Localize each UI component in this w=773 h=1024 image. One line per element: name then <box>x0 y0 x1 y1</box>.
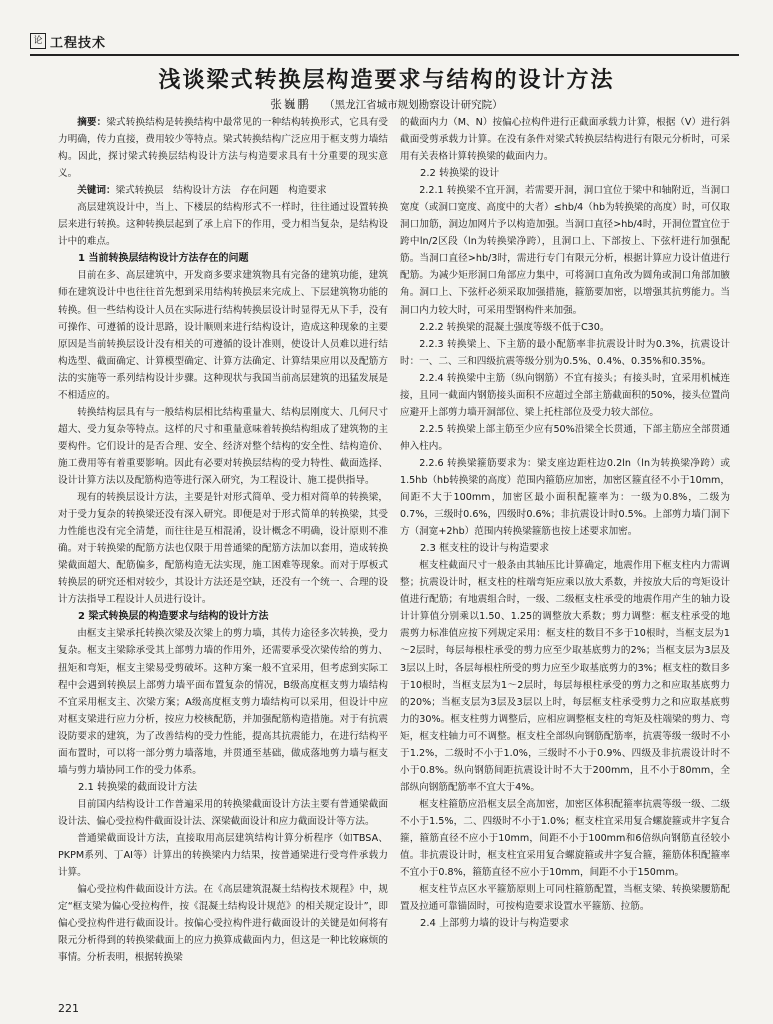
keywords <box>58 182 388 199</box>
section-name: 工程技术 <box>50 35 107 51</box>
section-heading: 1 当前转换层结构设计方法存在的问题 <box>78 253 249 265</box>
section-heading: 2 梁式转换层的构造要求与结构的设计方法 <box>78 611 269 623</box>
body-paragraph: 2.2.5 转换梁上部主筋至少应有50%沿梁全长贯通，下部主筋应全部贯通伸入柱内。 <box>400 423 730 452</box>
body-paragraph: 框支柱箍筋应沿框支层全高加密，加密区体积配箍率抗震等级一级、二级不小于1.5%，二、四级时不小于1.0%；框支柱宜采用复合螺旋箍或井字复合箍，箍筋直径不应小于10mm，间距不小于100mm和6倍纵向钢筋直径较小值。非抗震设计时，框支柱宜采用复合螺旋箍或井字复合箍，箍筋体积配箍率不宜小于0.8%，箍筋直径不应小于10mm，间距不小于150mm。 <box>400 798 730 879</box>
body-paragraph: 目前国内结构设计工作普遍采用的转换梁截面设计方法主要有普通梁截面设计法、偏心受拉构件截面设计法、深梁截面设计和应力截面设计等方法。 <box>58 798 388 827</box>
body-paragraph: 由框支主梁承托转换次梁及次梁上的剪力墙，其传力途径多次转换，受力复杂。框支主梁除承受其上部剪力墙的作用外，还需要承受次梁传给的剪力、扭矩和弯矩，框支主梁易受剪破坏。这种方案一般不宜采用，但考虑到实际工程中会遇到转换层上部剪力墙平面布置复杂的情况，B级高度框支剪力墙结构不宜采用框支主、次梁方案；A级高度框支剪力墙结构可以采用，但设计中应对框支梁进行应力分析，按应力校核配筋，并加强配筋构造措施。对于有抗震设防要求的建筑，为了改善结构的受力性能，提高其抗震能力，在进行结构平面布置时，可以将一部分剪力墙落地，并贯通至基础，做成落地剪力墙与框支墙与剪力墙协同工作的受力体系。 <box>58 628 388 776</box>
body-paragraph: 2.2.1 转换梁不宜开洞，若需要开洞，洞口宜位于梁中和轴附近，当洞口宽度（或洞口宽度、高度中的大者）≤hb/4（hb为转换梁的高度）时，可仅取洞口加筋，洞边加网片予以构造加强。当洞口直径>hb/4时，开洞位置宜位于跨中ln/2区段（ln为转换梁净跨），且洞口上、下部按上、下弦杆进行加强配筋。当洞口直径>hb/3时，需进行专门有限元分析，根据计算应力设计值进行配筋。为减少矩形洞口角部应力集中，可将洞口直角改为圆角或洞口角部加腋角。洞口上、下弦杆必须采取加强措施，箍筋要加密，以增强其抗剪能力。当洞口内力较大时，可采用型钢构件来加强。 <box>400 185 730 316</box>
body-paragraph: 2.2.2 转换梁的混凝土强度等级不低于C30。 <box>419 321 610 333</box>
body-paragraph: 框支柱节点区水平箍筋原则上可同柱箍筋配置，当框支梁、转换梁腰筋配置及拉通可靠锚固时，可按构造要求设置水平箍筋、拉筋。 <box>400 884 730 913</box>
body-paragraph: 2.2.4 转换梁中主筋（纵向钢筋）不宜有接头；有接头时，宜采用机械连接，且同一截面内钢筋接头面积不应超过全部主筋截面积的50%，接头位置尚应避开上部剪力墙开洞部位、梁上托柱部位及受力较大部位。 <box>400 372 730 418</box>
left-column <box>58 114 388 966</box>
body-paragraph: 现有的转换层设计方法，主要是针对形式简单、受力相对简单的转换梁，对于受力复杂的转换梁还没有深入研究。即便是对于形式简单的转换梁，其受力性能也没有完全清楚，而往往是互相混淆，设计概念不明确，设计原则不准确。对于转换梁的配筋方法也仅限于用普通梁的配筋方法加以套用，造成转换梁截面超大、配筋偏多，配筋构造无法实现，施工困难等现象。而对于厚板式转换层的研究还相对较少，其设计方法还是空缺，还没有一个统一、合理的设计方法指导工程设计人员进行设计。 <box>58 492 388 606</box>
subsection-heading: 2.4 上部剪力墙的设计与构造要求 <box>420 918 570 930</box>
author-affiliation: （黑龙江省城市规划勘察设计研究院） <box>324 99 503 111</box>
body-paragraph: 目前在多、高层建筑中，开发商多要求建筑物具有完备的建筑功能，建筑师在建筑设计中也往往首先想到采用结构转换层来完成上、下层建筑物功能的转换。但一些结构设计人员在实际进行结构转换层设计时显得无从下手，没有可操作、可遵循的设计思路，设计顺则来进行结构设计，造成这种现象的主要原因是当前转换层设计没有相关的可遵循的设计准则，使设计人员难以进行结构选型、截面确定、计算模型确定、计算方法确定、计算结果应用以及配筋方法的实施等一系列结构设计步骤。这种现状与我国当前高层建筑的迅猛发展是不相适应的。 <box>58 270 388 401</box>
abstract-label: 摘要： <box>77 117 107 128</box>
subsection-heading: 2.3 框支柱的设计与构造要求 <box>420 543 550 555</box>
body-paragraph: 的截面内力（M、N）按偏心拉构件进行正截面承载力计算，根据（V）进行斜截面受剪承载力计算。在没有条件对梁式转换层结构进行有限元分析时，可采用有关表格计算转换梁的截面内力。 <box>400 117 730 163</box>
article-title: 浅谈梁式转换层构造要求与结构的设计方法 <box>158 68 615 93</box>
body-paragraph: 普通梁截面设计方法，直接取用高层建筑结构计算分析程序（如TBSA、PKPM系列、丁AI等）计算出的转换梁内力结果，按普通梁进行受弯件承载力计算。 <box>58 832 388 879</box>
abstract-text: 梁式转换结构是转换结构中最常见的一种结构转换形式，它具有受力明确，传力直接，费用较少等特点。梁式转换结构广泛应用于框支剪力墙结构。因此，探讨梁式转换层结构设计方法与构造要求具有十分重要的现实意义。 <box>58 117 389 180</box>
body-paragraph: 2.2.6 转换梁箍筋要求为：梁支座边距柱边0.2ln（ln为转换梁净跨）或1.5hb（hb转换梁的高度）范围内箍筋应加密，加密区箍直径不小于10mm，间距不大于100mm，加密区最小面积配箍率为：一级为0.8%，二级为0.7%，三级时0.6%，四级时0.6%；非抗震设计时0.5%。上部剪力墙门洞下方（洞宽+2hb）范围内转换梁箍筋也按上述要求加密。 <box>400 457 730 538</box>
header-rule <box>30 54 739 56</box>
journal-logo-icon: 论 <box>30 33 46 49</box>
keywords-text: 梁式转换层 结构设计方法 存在问题 构造要求 <box>115 185 327 197</box>
abstract <box>58 114 388 182</box>
author-name: 张巍鹏 <box>270 97 311 111</box>
subsection-heading: 2.2 转换梁的设计 <box>420 168 500 180</box>
body-paragraph: 偏心受拉构件截面设计方法。在《高层建筑混凝土结构技术规程》中，规定“框支梁为偏心受拉构件，按《混凝土结构设计规范》的相关规定设计”，即偏心受拉构件进行截面设计。按偏心受拉构件进行截面设计的关键是如何将有限元分析得到的转换梁截面上的应力换算成截面内力，但这是一种比较麻烦的事情。分析表明，根据转换梁 <box>58 884 388 964</box>
body-paragraph: 框支柱截面尺寸一般条由其轴压比计算确定，地震作用下框支柱内力需调整；抗震设计时，框支柱的柱端弯矩应乘以放大系数，并按放大后的弯矩设计值进行配筋；有地震组合时，一级、二级框支柱承受的地震作用产生的轴力设计计算值分别乘以1.50、1.25的调整放大系数；剪力调整：框支柱承受的地震剪力标准值应按下列规定采用：框支柱的数目不多于10根时，当框支层为1～2层时，每层每根柱承受的剪力应至少取基底剪力的2%；当框支层为3层及3层以上时，各层每根柱所受的剪力应至少取基底剪力的3%；框支柱的数目多于10根时，当框支层为1～2层时，每层每根柱承受的剪力之和应取基底剪力的20%；当框支层为3层及3层以上时，每层框支柱承受剪力之和应取基底剪力的30%。框支柱剪力调整后，应相应调整框支柱的弯矩及柱端梁的剪力、弯矩，框支柱轴力可不调整。框支柱全部纵向钢筋配筋率，抗震等级一级时不小于1.2%，二级时不小于1.0%，三级时不小于0.9%、四级及非抗震设计时不小于0.8%。纵向钢筋间距抗震设计时不大于200mm，且不小于80mm，全部纵向钢筋配筋率不宜大于4%。 <box>400 560 730 793</box>
body-paragraph: 转换结构层具有与一般结构层相比结构重量大、结构层刚度大、几何尺寸超大、受力复杂等特点。这样的尺寸和重量意味着转换结构组成了建筑物的主要构件。它们设计的是否合理、安全、经济对整个结构的安全性、结构造价、施工费用等有着重要影响。因此有必要对转换层结构的受力特性、截面选择、设计计算方法以及配筋构造等进行深入研究，为工程设计、施工提供指导。 <box>58 406 388 486</box>
body-paragraph: 2.2.3 转换梁上、下主筋的最小配筋率非抗震设计时为0.3%，抗震设计时：一、二、三和四级抗震等级分别为0.5%、0.4%、0.35%和0.35%。 <box>400 338 730 367</box>
journal-header <box>30 30 106 52</box>
subsection-heading: 2.1 转换梁的截面设计方法 <box>78 781 198 793</box>
right-column <box>400 114 730 932</box>
keywords-label: 关键词： <box>77 185 116 197</box>
body-paragraph: 高层建筑设计中，当上、下楼层的结构形式不一样时，往往通过设置转换层来进行转换。这种转换层起到了承上启下的作用，受力相当复杂，是结构设计中的难点。 <box>58 202 388 248</box>
byline <box>0 96 773 112</box>
page-number: 221 <box>58 1002 79 1015</box>
